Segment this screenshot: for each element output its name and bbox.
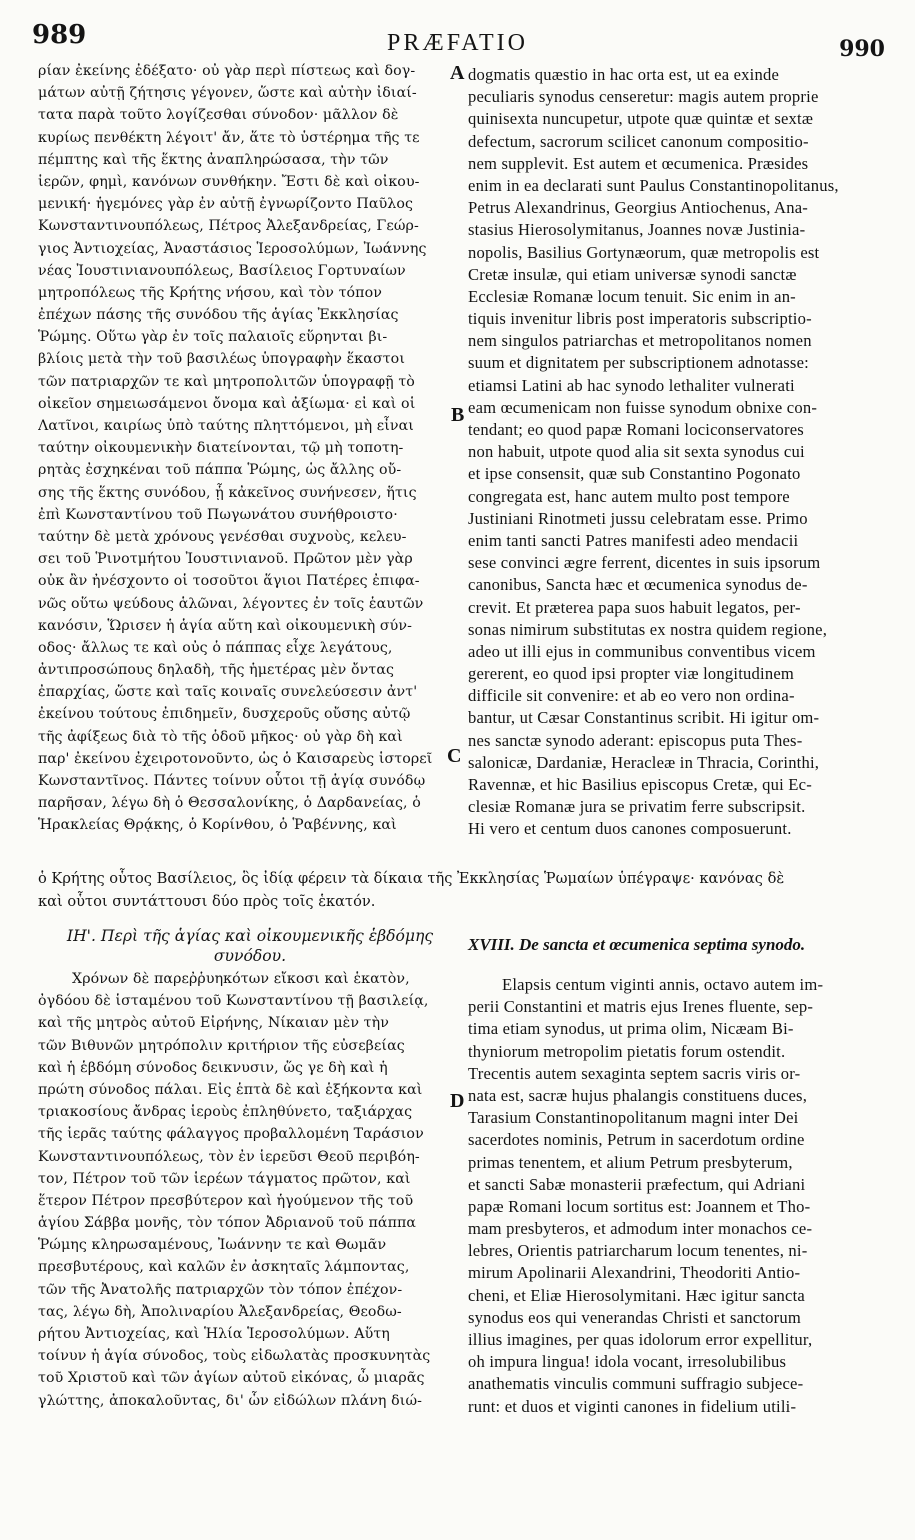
text-line: Ῥώμης. Οὕτω γὰρ ἐν τοῖς παλαιοῖς εὕρηνται βι- bbox=[38, 329, 388, 346]
text-line: παρῆσαν, λέγω δὴ ὁ Θεσσαλονίκης, ὁ Δαρδανείας, ὁ bbox=[38, 795, 421, 812]
text-line: τῶν τῆς Ἀνατολῆς πατριαρχῶν τὸν τόπον ἐπέχον- bbox=[38, 1281, 403, 1298]
text-line: nem supplevit. Est autem et œcumenica. Præsides bbox=[468, 153, 809, 173]
text-line: salonicæ, Dardaniæ, Heracleæ in Thracia, Corinthi, bbox=[468, 752, 820, 772]
text-line: bantur, ut Cæsar Constantinus scribit. Hi igitur om- bbox=[468, 708, 820, 728]
text-line: defectum, sacrorum scilicet canonum compositio- bbox=[468, 131, 809, 151]
text-line: thyniorum metropolim pietatis forum ostendit. bbox=[468, 1041, 786, 1061]
margin-letter-d: D bbox=[450, 1090, 465, 1112]
running-head: PRÆFATIO bbox=[387, 30, 528, 56]
text-line: gererent, eo quod ipsi propter viæ longitudinem bbox=[468, 664, 795, 684]
text-line: οδος· ἄλλως τε καὶ οὐς ὁ πάππας εἶχε λεγάτους, bbox=[38, 639, 393, 656]
latin-column-bottom bbox=[468, 974, 878, 1418]
text-line: quinisexta nuncupetur, utpote quæ quintæ et sextæ bbox=[468, 109, 814, 129]
text-line: sacerdotes nominis, Petrum in sacerdotum ordine bbox=[468, 1130, 805, 1150]
text-line: ἐπὶ Κωνσταντίνου τοῦ Πωγωνάτου συνήθροιστο· bbox=[38, 506, 398, 523]
text-line: illius imagines, per quas idolorum error expellitur, bbox=[468, 1330, 813, 1349]
text-line: et sancti Sabæ monasterii præfectum, qui Adriani bbox=[468, 1174, 806, 1194]
text-line: Petrus Alexandrinus, Georgius Antiochenus, Ana- bbox=[468, 198, 809, 218]
text-line: enim tanti sancti Patres manifesti adeo mendacii bbox=[468, 530, 799, 550]
text-line: mirum Apolinarii Alexandrini, Theodoriti Antio- bbox=[468, 1263, 801, 1283]
text-line: σει τοῦ Ῥινοτμήτου Ἰουστινιανοῦ. Πρῶτον μὲν γὰρ bbox=[38, 551, 413, 568]
text-line: Κωνσταντῖνος. Πάντες τοίνυν οὗτοι τῇ ἁγίᾳ συνόδῳ bbox=[38, 773, 426, 789]
text-line: Κωνσταντινουπόλεως, Πέτρος Ἀλεξανδρείας, Γεώρ- bbox=[38, 218, 419, 235]
text-line: γλώττης, ἀποκαλοῦντας, δι' ὧν εἰδώλων πλάνη διώ- bbox=[38, 1392, 423, 1409]
text-line: suum et dignitatem per subscriptionem adnotasse: bbox=[468, 353, 809, 373]
text-line: πέμπτης καὶ τῆς ἕκτης ἀναπληρώσασα, τὴν τῶν bbox=[38, 151, 389, 168]
text-line: lebres, Orientis patriarcharum locum tenentes, ni- bbox=[468, 1241, 808, 1261]
text-line: μητροπόλεως τῆς Κρήτης νήσου, καὶ τὸν τόπον bbox=[38, 284, 382, 301]
text-line: congregata est, hanc autem multo post tempore bbox=[468, 486, 790, 506]
full-width-line-2: καὶ οὗτοι συντάττουσι δύο πρὸς τοῖς ἑκατόν. bbox=[38, 893, 376, 910]
text-line: ταύτην δὲ μετὰ χρόνους γενέσθαι συχνοὺς, κελευ- bbox=[38, 528, 407, 545]
text-line: canonibus, Sancta hæc et œcumenica synodus de- bbox=[468, 575, 808, 595]
text-line: nata est, sacræ hujus phalangis constituens duces, bbox=[468, 1085, 808, 1105]
text-line: synodus eos qui venerandas Christi et sanctorum bbox=[468, 1307, 801, 1327]
text-line: difficile sit convenire: et ab eo vero non ordina- bbox=[468, 686, 795, 706]
text-line: οἰκεῖον σημειωσάμενοι ὄνομα καὶ ἀξίωμα· εἰ καὶ οἱ bbox=[38, 395, 416, 412]
greek-column-top bbox=[38, 60, 456, 837]
text-line: Ecclesiæ Romanæ locum tenuit. Sic enim in an- bbox=[468, 286, 796, 306]
text-line: παρ' ἐκείνου ἐχειροτονοῦντο, ὡς ὁ Καισαρεὺς ἱστορεῖ bbox=[38, 750, 433, 767]
text-line: τῶν πατριαρχῶν τε καὶ μητροπολιτῶν ὑπογραφῇ τὸ bbox=[38, 373, 415, 390]
text-line: sese convinci ægre ferrent, dicentes in suis ipsorum bbox=[468, 553, 821, 573]
full-width-line-1: ὁ Κρήτης οὗτος Βασίλειος, ὃς ἰδίᾳ φέρειν τὰ δίκαια τῆς Ἐκκλησίας Ῥωμαίων ὑπέγραψε· κανόνας δὲ bbox=[38, 870, 785, 887]
text-line: τῆς ἱερᾶς ταύτης φάλαγγος προβαλλομένη Ταράσιον bbox=[38, 1126, 424, 1143]
greek-section-heading: ΙΗ'. Περὶ τῆς ἁγίας καὶ οἰκουμενικῆς ἑβδόμης συνόδου. bbox=[66, 927, 434, 965]
text-line: πρεσβυτέρους, καὶ καλῶν ἐν ἀσκηταῖς λάμποντας, bbox=[38, 1259, 410, 1276]
text-line: ἱερῶν, φημὶ, κανόνων συνθήκην. Ἔστι δὲ καὶ οἰκου- bbox=[38, 173, 420, 190]
latin-column-top bbox=[468, 64, 878, 841]
margin-letter-c: C bbox=[447, 745, 462, 767]
text-line: τατα παρὰ τοῦτο λογίζεσθαι σύνοδον· μᾶλλον δὲ bbox=[38, 107, 399, 124]
text-line: κυρίως πενθέκτη λέγοιτ' ἄν, ἅτε τὸ ὑστέρημα τῆς τε bbox=[38, 129, 420, 146]
greek-column-bottom bbox=[38, 968, 456, 1412]
text-line: ἐκείνου τούτους ἐπιδημεῖν, δυσχεροῦς οὔσης αὐτῷ bbox=[38, 706, 411, 723]
text-line: τοίνυν ἡ ἁγία σύνοδος, τοὺς εἰδωλατὰς προσκυνητὰς bbox=[38, 1348, 431, 1365]
text-line: clesiæ Romanæ jura se privatim ferre subscripsit. bbox=[468, 797, 806, 817]
text-line: ἀντιπροσώπους δηλαδὴ, τῆς ἡμετέρας μὲν ὄντας bbox=[38, 662, 395, 679]
page-number-left: 989 bbox=[32, 20, 87, 50]
text-line: ρητὰς ἐσχηκέναι τοῦ πάππα Ῥώμης, ὡς ἄλλης οὔ- bbox=[38, 462, 402, 479]
text-line: eam œcumenicam non fuisse synodum obnixe con- bbox=[468, 397, 818, 417]
text-line: cheni, et Eliæ Hierosolymitani. Hæc igitur sancta bbox=[468, 1285, 805, 1305]
text-line: γιος Ἀντιοχείας, Ἀναστάσιος Ἱεροσολύμων, Ἰωάννης bbox=[38, 240, 427, 257]
text-line: etiamsi Latini ab hac synodo lethaliter vulnerati bbox=[468, 375, 795, 395]
text-line: νέας Ἰουστινιανουπόλεως, Βασίλειος Γορτυναίων bbox=[38, 262, 406, 279]
text-line: Trecentis autem sexaginta septem sacris viris or- bbox=[468, 1063, 801, 1083]
margin-letter-a: A bbox=[450, 62, 465, 84]
text-line: nopolis, Basilius Gortynæorum, quæ metropolis est bbox=[468, 242, 820, 262]
text-line: Ῥώμης κληρωσαμένους, Ἰωάννην τε καὶ Θωμᾶν bbox=[38, 1237, 387, 1254]
latin-section-heading: XVIII. De sancta et œcumenica septima synodo. bbox=[468, 935, 806, 954]
text-line: crevit. Et præterea papa suos habuit legatos, per- bbox=[468, 597, 801, 617]
text-line: runt: et duos et viginti canones in fidelium utili- bbox=[468, 1396, 797, 1416]
text-line: Ἡρακλείας Θρᾴκης, ὁ Κορίνθου, ὁ Ῥαβέννης, καὶ bbox=[38, 817, 397, 834]
text-line: et ipse consensit, quæ sub Constantino Pogonato bbox=[468, 464, 801, 484]
text-line: oh impura lingua! idola vocant, irresolubilibus bbox=[468, 1352, 787, 1372]
text-line: μάτων αὐτῇ ζήτησις γέγονεν, ὥστε καὶ αὐτὴν ἰδιαί- bbox=[38, 85, 417, 102]
text-line: τῆς ἀφίξεως διὰ τὸ τῆς ὁδοῦ μῆκος· οὐ γὰρ δὴ καὶ bbox=[38, 728, 403, 745]
text-line: τῶν Βιθυνῶν μητρόπολιν κριτήριον τῆς εὐσεβείας bbox=[38, 1037, 405, 1054]
text-line: Tarasium Constantinopolitanum magni inter Dei bbox=[468, 1108, 799, 1128]
text-line: ταύτην οἰκουμενικὴν διατείνονται, τῷ μὴ τοποτη- bbox=[38, 440, 404, 457]
text-line: οὐκ ἂν ἠνέσχοντο οἱ τοσοῦτοι ἅγιοι Πατέρες ἐπιφα- bbox=[38, 573, 420, 590]
text-line: καὶ ἡ ἑβδόμη σύνοδος δεικνυσιν, ὥς γε δὴ καὶ ἡ bbox=[38, 1059, 388, 1076]
text-line: nes sanctæ synodo aderant: episcopus puta Thes- bbox=[468, 730, 803, 750]
text-line: enim in ea declarati sunt Paulus Constantinopolitanus, bbox=[468, 175, 839, 195]
text-line: κανόσιν, Ὥρισεν ἡ ἁγία αὕτη καὶ οἰκουμενικὴ σύν- bbox=[38, 617, 413, 634]
text-line: τοῦ Χριστοῦ καὶ τῶν ἁγίων αὐτοῦ εἰκόνας, ὦ μιαρᾶς bbox=[38, 1370, 425, 1387]
text-line: τριακοσίους ἄνδρας ἱεροὺς ἐπληθύνετο, ταξιάρχας bbox=[38, 1104, 413, 1121]
text-line: νῶς οὕτω ψεύδους ἁλῶναι, λέγοντες ἐν τοῖς ἑαυτῶν bbox=[38, 595, 424, 612]
text-line: ἁγίου Σάββα μονῆς, τὸν τόπον Ἀδριανοῦ τοῦ πάππα bbox=[38, 1215, 417, 1232]
text-line: πρώτη σύνοδος πάλαι. Εἰς ἑπτὰ δὲ καὶ ἑξήκοντα καὶ bbox=[38, 1081, 423, 1098]
text-line: sonas nimirum substitutas ex nostra quidem regione, bbox=[468, 619, 828, 639]
text-line: σης τῆς ἕκτης συνόδου, ᾗ κἀκεῖνος συνήνεσεν, ἥτις bbox=[38, 484, 417, 501]
text-line: tiquis invenitur libris post imperatoris subscriptio- bbox=[468, 309, 812, 329]
text-line: anathematis vinculis communi suffragio subjece- bbox=[468, 1374, 804, 1394]
text-line: μενική· ἡγεμόνες γὰρ ἐν αὐτῇ ἐγνωρίζοντο Παῦλος bbox=[38, 196, 414, 213]
text-line: ἕτερον Πέτρον πρεσβύτερον καὶ ἡγούμενον τῆς τοῦ bbox=[38, 1192, 414, 1209]
text-line: Χρόνων δὲ παρεῤῥυηκότων εἴκοσι καὶ ἑκατὸν, bbox=[72, 971, 410, 987]
text-line: tendant; eo quod papæ Romani lociconservatores bbox=[468, 420, 804, 439]
text-line: non habuit, utpote quod alia sit sexta synodus cui bbox=[468, 442, 805, 462]
text-line: Κωνσταντινουπόλεως, τὸν ἐν ἱερεῦσι Θεοῦ περιβόη- bbox=[38, 1148, 420, 1165]
margin-letter-b: B bbox=[451, 404, 465, 426]
text-line: nem singulos patriarchas et metropolitanos nomen bbox=[468, 331, 812, 351]
text-line: Ravennæ, et hic Basilius episcopus Cretæ, qui Ec- bbox=[468, 775, 812, 794]
text-line: adeo ut illi ejus in communibus conventibus vicem bbox=[468, 641, 816, 661]
text-line: Hi vero et centum duos canones composuerunt. bbox=[468, 819, 792, 839]
text-line: ρίαν ἐκείνης ἐδέξατο· οὐ γὰρ περὶ πίστεως καὶ δογ- bbox=[38, 63, 416, 79]
text-line: καὶ τῆς μητρὸς αὐτοῦ Εἰρήνης, Νίκαιαν μὲν τὴν bbox=[38, 1015, 389, 1032]
text-line: ὀγδόου δὲ ἱσταμένου τοῦ Κωνσταντίνου τῇ βασιλείᾳ, bbox=[38, 993, 429, 1010]
text-line: Λατῖνοι, καιρίως ὑπὸ ταύτης πληττόμενοι, μὴ εἶναι bbox=[38, 418, 414, 434]
text-line: ἐπαρχίας, ὥστε καὶ ταῖς κοιναῖς συνελεύσεσιν ἀντ' bbox=[38, 684, 418, 701]
text-line: τον, Πέτρον τοῦ τῶν ἱερέων τάγματος πρῶτον, καὶ bbox=[38, 1170, 411, 1187]
text-line: stasius Hierosolymitanus, Joannes novæ Justinia- bbox=[468, 220, 806, 240]
text-line: peculiaris synodus censeretur: magis autem proprie bbox=[468, 87, 819, 107]
text-line: Elapsis centum viginti annis, octavo autem im- bbox=[502, 975, 824, 994]
page-number-right: 990 bbox=[839, 36, 885, 62]
text-line: Justiniani Rinotmeti jussu celebratam esse. Primo bbox=[468, 508, 808, 528]
text-line: Cretæ insulæ, qui etiam universæ synodi sanctæ bbox=[468, 264, 797, 284]
text-line: ρήτου Ἀντιοχείας, καὶ Ἡλία Ἱεροσολύμων. Αὕτη bbox=[38, 1326, 390, 1342]
text-line: papæ Romani locum sortitus est: Joannem et Tho- bbox=[468, 1196, 811, 1216]
text-line: perii Constantini et matris ejus Irenes fluente, sep- bbox=[468, 997, 814, 1017]
text-line: ἐπέχων πάσης τῆς συνόδου τῆς ἁγίας Ἐκκλησίας bbox=[38, 307, 399, 324]
text-line: τας, λέγω δὴ, Ἀπολιναρίου Ἀλεξανδρείας, Θεοδω- bbox=[38, 1303, 402, 1320]
text-line: tima etiam synodus, ut prima olim, Nicæam Bi- bbox=[468, 1019, 794, 1039]
text-line: mam presbyteros, et admodum inter monachos ce- bbox=[468, 1219, 813, 1239]
text-line: primas tenentem, et alium Petrum presbyterum, bbox=[468, 1152, 793, 1172]
text-line: βλίοις μετὰ τὴν τοῦ βασιλέως ὑπογραφὴν ἕκαστοι bbox=[38, 351, 405, 368]
text-line: dogmatis quæstio in hac orta est, ut ea exinde bbox=[468, 65, 780, 84]
